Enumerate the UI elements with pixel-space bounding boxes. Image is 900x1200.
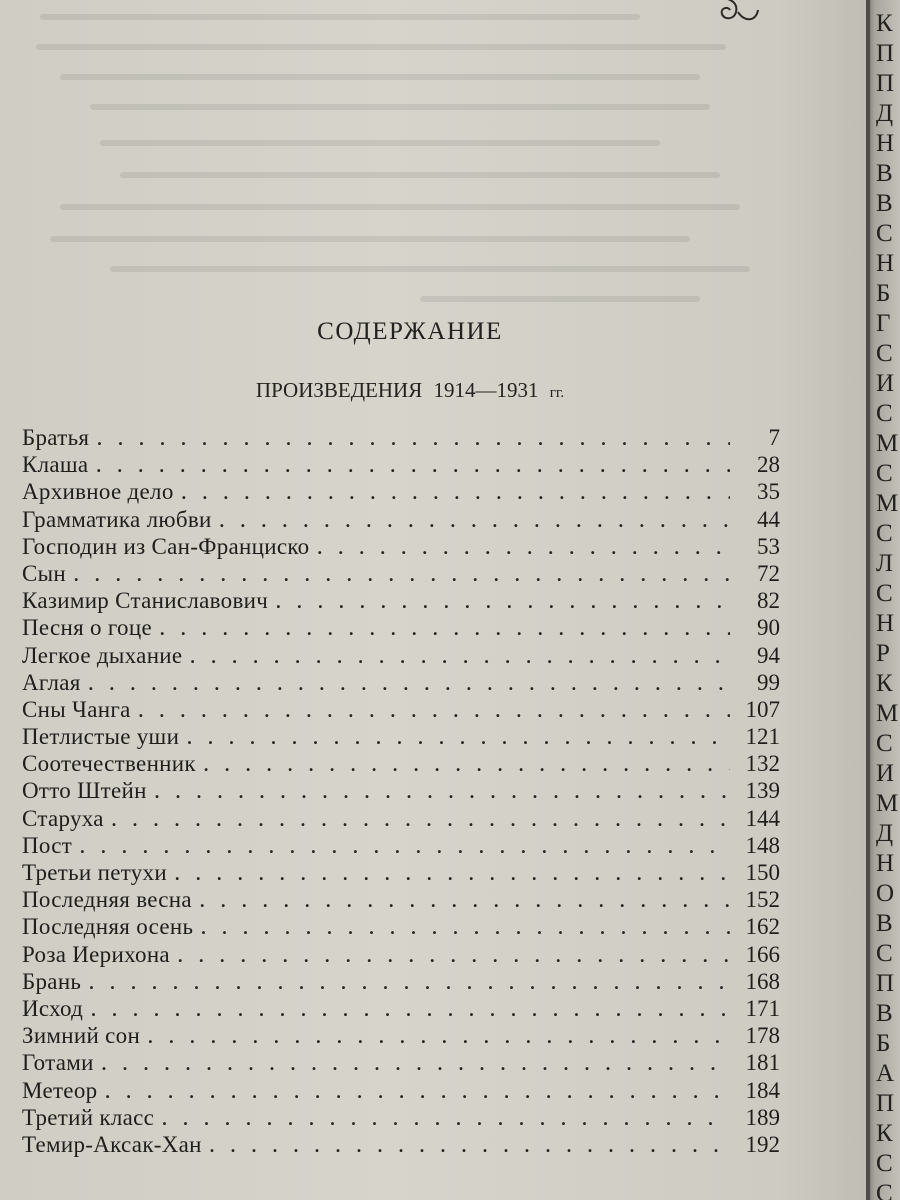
facing-page-letter: В: [876, 190, 893, 217]
facing-page-letter: В: [876, 160, 893, 187]
toc-entry-title: Сны Чанга: [22, 696, 131, 722]
toc-entry-page-number: 44: [757, 506, 780, 532]
toc-entry: [22, 1077, 780, 1104]
facing-page-letter: Н: [876, 130, 895, 157]
section-suffix: гг.: [549, 385, 565, 401]
facing-page-letter: П: [876, 70, 895, 97]
dot-leader: [155, 779, 730, 806]
facing-page-letter: Р: [876, 640, 890, 667]
dot-leader: [187, 725, 730, 752]
toc-entry-page-number: 7: [768, 425, 780, 450]
toc-entry: [22, 533, 780, 560]
toc-entry-title: Брань: [22, 968, 82, 994]
facing-page-letter: П: [876, 1090, 895, 1117]
dot-leader: [112, 807, 730, 834]
toc-entry-page-number: 53: [757, 533, 780, 559]
toc-entry: [22, 478, 780, 505]
toc-entry-page-number: 90: [757, 615, 780, 641]
toc-entry-page-number: 82: [757, 588, 780, 614]
facing-page-letter: С: [876, 460, 893, 487]
toc-entry: [22, 995, 780, 1022]
toc-entry: [22, 941, 780, 968]
facing-page-letter: С: [876, 520, 893, 547]
toc-entry-title: Песня о гоце: [22, 615, 152, 641]
toc-entry-title: Пост: [22, 832, 73, 858]
toc-entry: [22, 777, 780, 804]
dot-leader: [317, 535, 730, 562]
dot-leader: [148, 1024, 730, 1051]
toc-entry-page-number: 72: [757, 560, 780, 586]
toc-entry-page-number: 144: [745, 805, 780, 831]
toc-entry-title: Последняя осень: [22, 914, 194, 940]
section-heading: [0, 378, 820, 403]
toc-entry: [22, 642, 780, 669]
facing-page-letter: Д: [876, 820, 894, 847]
dot-leader: [210, 1133, 730, 1160]
toc-entry-page-number: 152: [745, 887, 780, 913]
facing-page-letter: Л: [876, 550, 893, 577]
facing-page-letter: С: [876, 400, 893, 427]
toc-entry-title: Готами: [22, 1050, 94, 1076]
toc-entry: [22, 723, 780, 750]
toc-entry-title: Старуха: [22, 805, 104, 831]
facing-page-letter: В: [876, 910, 893, 937]
facing-page-letter: К: [876, 1120, 893, 1147]
section-years: 1914—1931: [433, 378, 539, 402]
toc-entry: [22, 886, 780, 913]
show-through-text: [0, 0, 866, 320]
facing-page-letter: С: [876, 730, 893, 757]
facing-page-letter: М: [876, 490, 899, 517]
facing-page-letter: С: [876, 1150, 893, 1177]
dot-leader: [89, 671, 730, 698]
dot-leader: [201, 915, 730, 942]
toc-entry-title: Отто Штейн: [22, 778, 147, 804]
dot-leader: [204, 752, 730, 779]
toc-entry: [22, 587, 780, 614]
facing-page-letter: М: [876, 430, 899, 457]
toc-entry-page-number: 35: [757, 479, 780, 505]
facing-page-letter: С: [876, 580, 893, 607]
toc-entry-title: Роза Иерихона: [22, 941, 170, 967]
toc-entry-page-number: 99: [757, 669, 780, 695]
toc-entry-page-number: 189: [745, 1104, 780, 1130]
facing-page-letter: С: [876, 940, 893, 967]
toc-entry-title: Третьи петухи: [22, 860, 167, 885]
dot-leader: [139, 698, 730, 725]
ornament-flourish-icon: [640, 0, 760, 30]
section-label: ПРОИЗВЕДЕНИЯ: [255, 378, 423, 402]
toc-entry-title: Господин из Сан-Франциско: [22, 533, 310, 559]
dot-leader: [175, 861, 730, 888]
facing-page-letter: А: [876, 1060, 895, 1087]
toc-entry-page-number: 192: [745, 1131, 780, 1157]
toc-entry: [22, 560, 780, 587]
dot-leader: [162, 1106, 730, 1133]
toc-entry-page-number: 28: [757, 452, 780, 478]
dot-leader: [190, 644, 730, 671]
facing-page-letter: И: [876, 370, 895, 397]
toc-entry-page-number: 162: [745, 914, 780, 940]
toc-entry-title: Метеор: [22, 1077, 98, 1103]
dot-leader: [220, 508, 730, 535]
toc-entry-page-number: 148: [745, 832, 780, 858]
facing-page-letter: М: [876, 790, 899, 817]
toc-entry-page-number: 121: [745, 724, 780, 750]
page-title: СОДЕРЖАНИЕ: [317, 318, 503, 345]
toc-entry: [22, 1022, 780, 1049]
dot-leader: [97, 426, 730, 453]
toc-entry: [22, 696, 780, 723]
toc-entry-page-number: 184: [745, 1077, 780, 1103]
toc-entry: [22, 750, 780, 777]
facing-page-letter: С: [876, 220, 893, 247]
dot-leader: [200, 888, 730, 915]
dot-leader: [178, 943, 730, 970]
dot-leader: [96, 453, 730, 480]
toc-entry-title: Темир-Аксак-Хан: [22, 1131, 202, 1157]
toc-entry-title: Аглая: [22, 669, 81, 695]
toc-entry-title: Третий класс: [22, 1104, 155, 1130]
toc-entry-title: Зимний сон: [22, 1023, 141, 1049]
facing-page-letter: Б: [876, 1030, 891, 1057]
toc-entry-title: Клаша: [22, 452, 89, 478]
facing-page-letter: П: [876, 40, 895, 67]
toc-entry: [22, 968, 780, 995]
dot-leader: [182, 480, 730, 507]
dot-leader: [89, 970, 730, 997]
toc-entry-title: Казимир Станиславович: [22, 588, 269, 614]
facing-page-letter: К: [876, 670, 893, 697]
toc-entry: [22, 669, 780, 696]
toc-entry: [22, 451, 780, 478]
toc-entry-title: Петлистые уши: [22, 724, 180, 750]
facing-page-letter: Н: [876, 610, 895, 637]
dot-leader: [105, 1079, 730, 1106]
toc-entry-title: Грамматика любви: [22, 506, 212, 532]
facing-page-letter: Б: [876, 280, 891, 307]
toc-entry-title: Братья: [22, 425, 90, 450]
toc-entry: [22, 913, 780, 940]
toc-entry-page-number: 94: [757, 642, 780, 668]
toc-entry-title: Архивное дело: [22, 479, 174, 505]
toc-entry: [22, 506, 780, 533]
toc-entry: [22, 614, 780, 641]
toc-entry-title: Последняя весна: [22, 887, 192, 913]
toc-entry-page-number: 178: [745, 1023, 780, 1049]
dot-leader: [102, 1051, 730, 1078]
facing-page-letter: К: [876, 10, 893, 37]
facing-page-letter: С: [876, 340, 893, 367]
toc-entry-title: Легкое дыхание: [22, 642, 183, 668]
toc-entry-page-number: 150: [745, 860, 780, 885]
toc-entry: [22, 424, 780, 451]
facing-page-letter: С: [876, 1180, 893, 1200]
dot-leader: [80, 834, 730, 861]
toc-entry-title: Исход: [22, 995, 84, 1021]
toc-entry-page-number: 168: [745, 968, 780, 994]
table-of-contents: [22, 424, 780, 1158]
toc-entry-page-number: 166: [745, 941, 780, 967]
toc-entry-page-number: 107: [745, 696, 780, 722]
toc-entry-page-number: 132: [745, 751, 780, 777]
facing-page-letter: Н: [876, 250, 895, 277]
dot-leader: [74, 562, 730, 589]
facing-page-letter: В: [876, 1000, 893, 1027]
toc-entry: [22, 832, 780, 859]
facing-page-letter: Д: [876, 100, 894, 127]
book-gutter: [866, 0, 870, 1200]
toc-entry-page-number: 139: [745, 778, 780, 804]
toc-entry-title: Сын: [22, 560, 67, 586]
facing-page-letter: И: [876, 760, 895, 787]
toc-entry: [22, 1104, 780, 1131]
dot-leader: [91, 997, 730, 1024]
toc-entry: [22, 805, 780, 832]
toc-entry: [22, 1131, 780, 1158]
dot-leader: [276, 589, 730, 616]
toc-entry: [22, 1049, 780, 1076]
facing-page-edge: [866, 0, 900, 1200]
facing-page-letter: Г: [876, 310, 891, 337]
facing-page-letter: М: [876, 700, 899, 727]
toc-entry-title: Соотечественник: [22, 751, 196, 777]
toc-entry: [22, 859, 780, 886]
toc-entry-page-number: 171: [745, 995, 780, 1021]
facing-page-letter: Н: [876, 850, 895, 877]
facing-page-letter: П: [876, 970, 895, 997]
dot-leader: [160, 616, 730, 643]
facing-page-letter: О: [876, 880, 895, 907]
toc-entry-page-number: 181: [745, 1050, 780, 1076]
